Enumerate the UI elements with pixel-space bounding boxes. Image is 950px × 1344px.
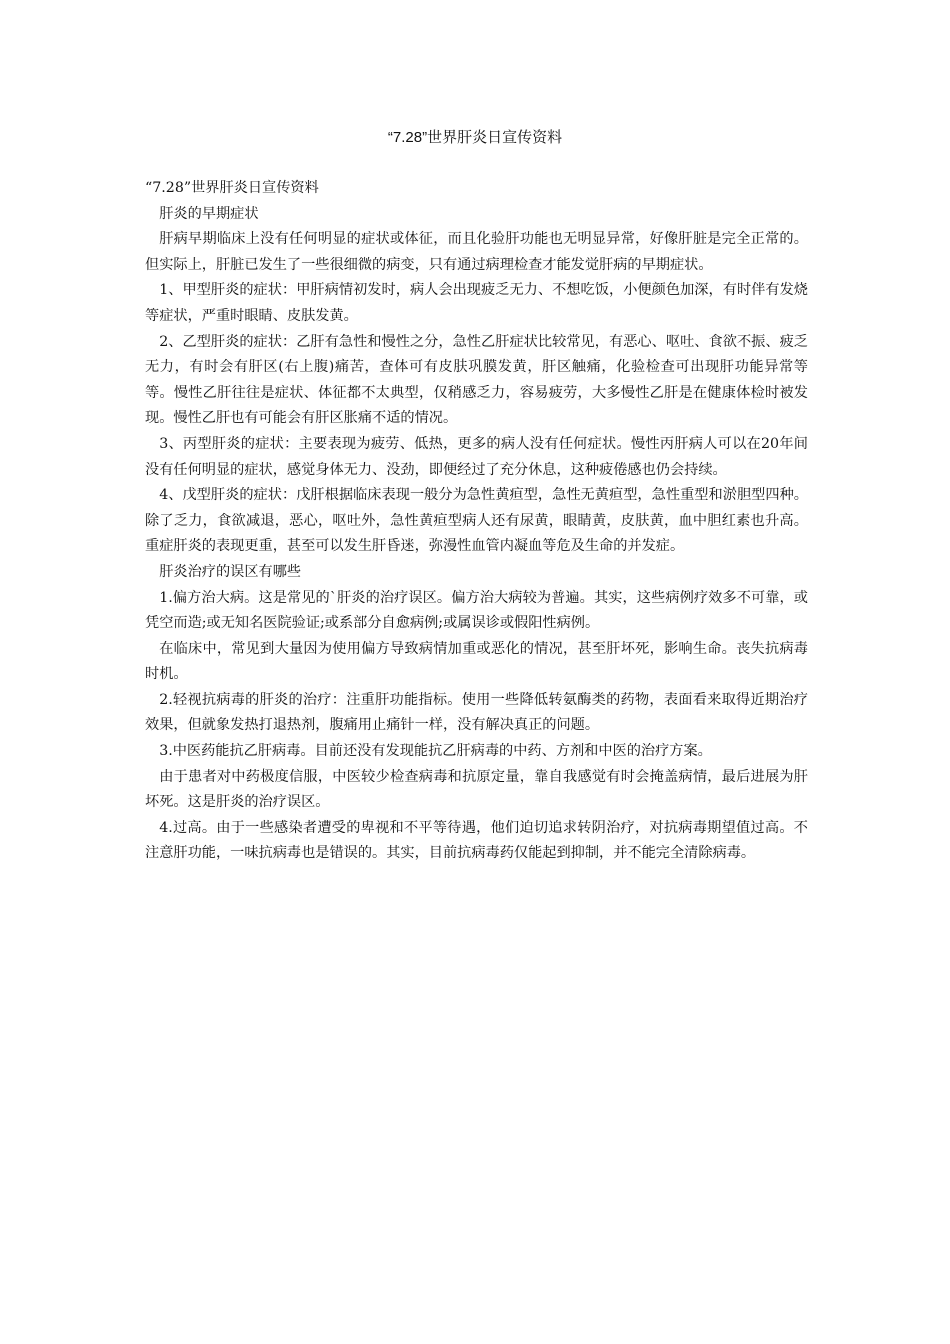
paragraph-hepatitis-c: 3、丙型肝炎的症状：主要表现为疲劳、低热，更多的病人没有任何症状。慢性丙肝病人可以在20年间没有任何明显的症状，感觉身体无力、没劲，即便经过了充分休息，这种疲倦感也仍会持续。 — [145, 435, 808, 478]
paragraph-hepatitis-b: 2、乙型肝炎的症状：乙肝有急性和慢性之分，急性乙肝症状比较常见，有恶心、呕吐、食欲不振、疲乏无力，有时会有肝区(右上腹)痛苦，查体可有皮肤巩膜发黄，肝区触痛，化验检查可出现肝功能异常等等。慢性乙肝往往是症状、体征都不太典型，仅稍感乏力，容易疲劳，大多慢性乙肝是在健康体检时被发现。慢性乙肝也有可能会有肝区胀痛不适的情况。 — [145, 333, 808, 427]
section-heading-treatment-myths: 肝炎治疗的误区有哪些 — [159, 563, 302, 580]
paragraph-myth-4: 4.过高。由于一些感染者遭受的卑视和不平等待遇，他们迫切追求转阴治疗，对抗病毒期望值过高。不注意肝功能，一味抗病毒也是错误的。其实，目前抗病毒药仅能起到抑制，并不能完全清除病毒。 — [145, 819, 808, 862]
paragraph-hepatitis-a: 1、甲型肝炎的症状：甲肝病情初发时，病人会出现疲乏无力、不想吃饭，小便颜色加深，有时伴有发烧等症状，严重时眼睛、皮肤发黄。 — [145, 282, 808, 324]
section-heading-early-symptoms: 肝炎的早期症状 — [159, 205, 259, 222]
paragraph-intro: 肝病早期临床上没有任何明显的症状或体征，而且化验肝功能也无明显异常，好像肝脏是完全正常的。但实际上，肝脏已发生了一些很细微的病变，只有通过病理检查才能发觉肝病的早期症状。 — [145, 231, 808, 273]
paragraph-hepatitis-e: 4、戊型肝炎的症状：戊肝根据临床表现一般分为急性黄疸型，急性无黄疸型，急性重型和淤胆型四种。除了乏力，食欲减退，恶心，呕吐外，急性黄疸型病人还有尿黄，眼睛黄，皮肤黄，血中胆红素也升高。重症肝炎的表现更重，甚至可以发生肝昏迷，弥漫性血管内凝血等危及生命的并发症。 — [145, 487, 808, 555]
document-body — [145, 176, 808, 867]
paragraph-myth-1-detail: 在临床中，常见到大量因为使用偏方导致病情加重或恶化的情况，甚至肝坏死，影响生命。丧失抗病毒时机。 — [145, 640, 808, 683]
body-heading: “7.28”世界肝炎日宣传资料 — [145, 180, 319, 196]
paragraph-myth-3-detail: 由于患者对中药极度信服，中医较少检查病毒和抗原定量，靠自我感觉有时会掩盖病情，最后进展为肝坏死。这是肝炎的治疗误区。 — [145, 768, 808, 811]
paragraph-myth-3: 3.中医药能抗乙肝病毒。目前还没有发现能抗乙肝病毒的中药、方剂和中医的治疗方案。 — [159, 743, 712, 760]
paragraph-myth-1: 1.偏方治大病。这是常见的`肝炎的治疗误区。偏方治大病较为普遍。其实，这些病例疗效多不可靠，或凭空而造;或无知名医院验证;或系部分自愈病例;或属误诊或假阳性病例。 — [145, 589, 808, 632]
paragraph-myth-2: 2.轻视抗病毒的肝炎的治疗：注重肝功能指标。使用一些降低转氨酶类的药物，表面看来取得近期治疗效果，但就象发热打退热剂，腹痛用止痛针一样，没有解决真正的问题。 — [145, 691, 808, 734]
document-title: “7.28”世界肝炎日宣传资料 — [387, 129, 563, 146]
